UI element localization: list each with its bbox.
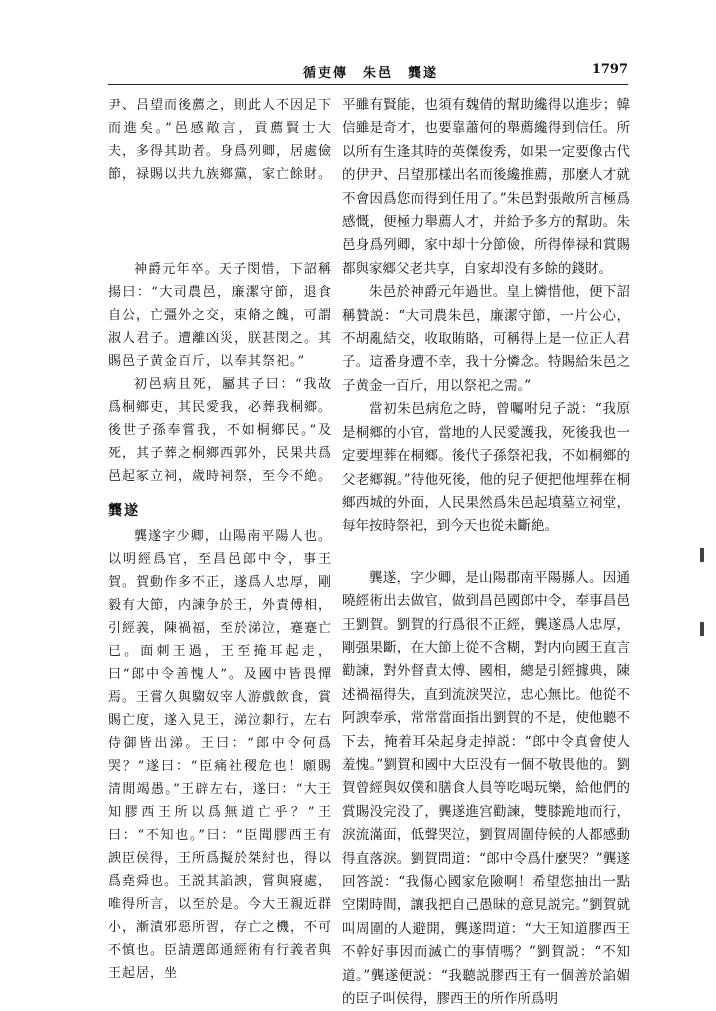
margin-mark [700, 548, 704, 562]
running-header [108, 62, 628, 82]
paragraph-spacer [108, 186, 332, 258]
translation-paragraph-1: 平雖有賢能，也須有魏倩的幫助纔得以進步；韓信雖是奇才，也要靠蕭何的舉薦纔得到信任。所以所有生逢其時的英傑俊秀，如果一定要像古代的伊尹、吕望那樣出名而後纔推薦，那麼人才就不會因爲您而得到任用了。”朱邑對張敞所言極爲感慨，便極力舉薦人才，并給予多方的幫助。朱邑身爲列卿，家中却十分節儉，所得俸禄和賞賜都與家鄉父老共享，自家却没有多餘的錢財。 [342, 97, 630, 277]
translation-paragraph-3: 當初朱邑病危之時，曾囑咐兒子説：“我原是桐鄉的小官，當地的人民愛護我，死後我也一定要埋葬在桐鄉。後代子孫祭祀我，不如桐鄉的父老鄉親。”待他死後，他的兒子便把他埋葬在桐鄉西城的外面，人民果然爲朱邑起墳墓立祠堂，每年按時祭祀，到今天也從未斷絶。 [342, 401, 630, 535]
section-spacer [108, 488, 332, 500]
header-rule [108, 84, 628, 85]
classical-paragraph-2: 神爵元年卒。天子閔惜，下詔稱揚曰：“大司農邑，廉潔守節，退食自公，亡彊外之交，束脩之餽，可謂淑人君子。遭離凶災，朕甚閔之。其賜邑子黄金百斤，以奉其祭祀。” [108, 262, 333, 369]
paragraph-spacer [342, 539, 630, 567]
translation-paragraph-4: 龔遂，字少卿，是山陽郡南平陽縣人。因通曉經術出去做官，做到昌邑國郎中令，奉事昌邑王劉賀。劉賀的行爲很不正經，龔遂爲人忠厚，剛强果斷，在大節上從不含糊，對内向國王直言勸諫，對外督責太傅、國相，總是引經據典，陳述禍福得失，直到流淚哭泣，忠心無比。他從不阿諛奉承，常常當面指出劉賀的不是，使他聽不下去，掩着耳朵起身走掉説：“郎中令真會使人羞愧。”劉賀和國中大臣没有一個不敬畏他的。劉賀曾經與奴僕和膳食人員等吃喝玩樂，給他們的賞賜没完没了，龔遂進宫勸諫，雙膝跪地而行，淚流滿面，低聲哭泣，劉賀周圍侍候的人都感動得直落淚。劉賀問道：“郎中令爲什麼哭？”龔遂回答説：“我傷心國家危險啊！希望您抽出一點空閑時間，讓我把自己愚昧的意見説完。”劉賀就叫周圍的人避開，龔遂問道：“大王知道膠西王不幹好事因而滅亡的事情嗎？”劉賀説：“不知道。”龔遂便説：“我聽説膠西王有一個善於諂媚的臣子叫侯得，膠西王的所作所爲明 [342, 569, 630, 1008]
classical-paragraph-1: 尹、吕望而後薦之，則此人不因足下而進矣。”邑感敞言，貢薦賢士大夫，多得其助者。身爲列卿，居處儉節，禄賜以共九族鄉黨，家亡餘財。 [108, 98, 333, 182]
classical-text-column [108, 94, 332, 985]
translation-paragraph-2: 朱邑於神爵元年過世。皇上憐惜他，便下詔稱贊説：“大司農朱邑，廉潔守節，一片公心，不胡亂結交，收取賄賂，可稱得上是一位正人君子。這番身遭不幸，我十分憐念。特賜給朱邑之子黄金一百斤，用以祭祀之需。” [342, 284, 630, 394]
classical-paragraph-3: 初邑病且死，屬其子曰：“我故爲桐鄉吏，其民愛我，必葬我桐鄉。後世子孫奉嘗我，不如桐鄉民。”及死，其子葬之桐鄉西郭外，民果共爲邑起冢立祠，歲時祠祭，至今不絶。 [108, 377, 333, 484]
running-header-title: 循吏傳 朱邑 龔遂 [303, 66, 439, 81]
margin-mark [700, 622, 704, 636]
classical-paragraph-4: 龔遂字少卿，山陽南平陽人也。以明經爲官，至昌邑郎中令，事王賀。賀動作多不正，遂爲人忠厚，剛毅有大節，内諫争於王，外責傅相，引經義，陳禍福，至於涕泣，蹇蹇亡已。面刺王過，王至掩耳起走，曰“郎中令善愧人”。及國中皆畏憚焉。王嘗久與騶奴宰人游戲飲食，賞賜亡度，遂入見王，涕泣厀行，左右侍御皆出涕。王曰：“郎中令何爲哭？”遂曰：“臣痛社稷危也！願賜清閒竭愚。”王辟左右，遂曰：“大王知膠西王所以爲無道亡乎？”王曰：“不知也。”曰：“臣聞膠西王有諛臣侯得，王所爲擬於桀紂也，得以爲堯舜也。王説其諂諛，嘗與寢處，唯得所言，以至於是。今大王親近群小，漸漬邪惡所習，存亡之機，不可不慎也。臣請選郎通經術有行義者與王起居，坐 [108, 529, 333, 981]
page-number: 1797 [591, 62, 628, 77]
section-heading: 龔遂 [108, 503, 140, 519]
translation-column [342, 94, 630, 1011]
